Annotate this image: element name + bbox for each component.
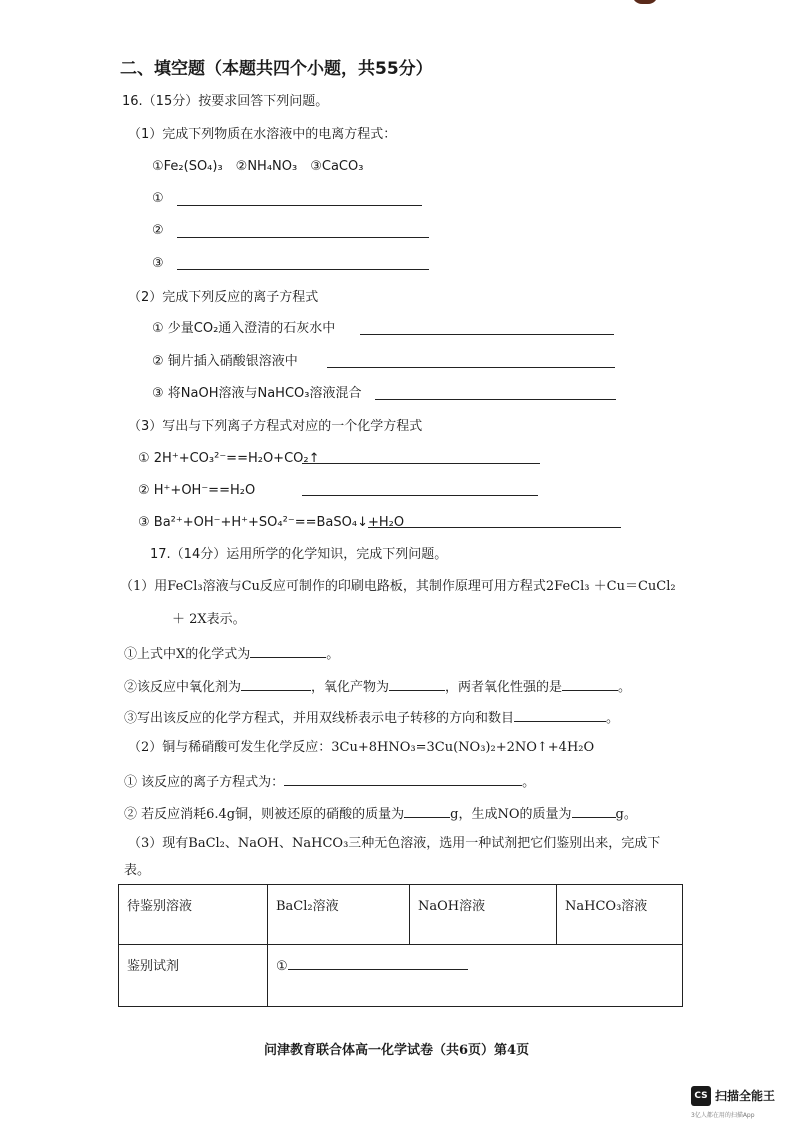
table-cell: NaOH溶液 bbox=[410, 885, 557, 945]
q16-p1-blank3-label: ③ bbox=[152, 256, 164, 271]
q17-p1-sub3-blank[interactable] bbox=[514, 707, 606, 722]
q17-p2-sub2 bbox=[124, 803, 637, 824]
q17-p2-sub2-text-a: ② 若反应消耗6.4g铜，则被还原的硝酸的质量为 bbox=[124, 807, 405, 822]
q17-p2-ionic-equation-blank[interactable] bbox=[284, 771, 522, 786]
q16-p2-item2: ② 铜片插入硝酸银溶液中 bbox=[152, 354, 298, 369]
q17-p3-line1: （3）现有BaCl₂、NaOH、NaHCO₃三种无色溶液，选用一种试剂把它们鉴别出来，完成下 bbox=[128, 836, 661, 851]
table-cell: NaHCO₃溶液 bbox=[557, 885, 683, 945]
q17-p2-sub2-text-b: g，生成NO的质量为 bbox=[450, 807, 572, 822]
q16-p1-blank1-label: ① bbox=[152, 191, 164, 206]
q16-p1-stem: （1）完成下列物质在水溶液中的电离方程式： bbox=[128, 127, 397, 142]
watermark-name: 扫描全能王 bbox=[715, 1089, 776, 1103]
q16-p1-blank2-label: ② bbox=[152, 223, 164, 238]
q16-p1-answer-line-3[interactable] bbox=[177, 269, 429, 270]
table-cell: 待鉴别溶液 bbox=[119, 885, 268, 945]
table-row bbox=[119, 885, 683, 945]
q17-p1-sub3-end: 。 bbox=[606, 711, 620, 726]
q16-p3-item3: ③ Ba²⁺+OH⁻+H⁺+SO₄²⁻==BaSO₄↓+H₂O bbox=[138, 515, 405, 530]
q17-p1-stronger-blank[interactable] bbox=[562, 676, 618, 691]
q16-p2-item1: ① 少量CO₂通入澄清的石灰水中 bbox=[152, 321, 336, 336]
q16-p3-answer-line-2[interactable] bbox=[302, 495, 538, 496]
q17-p1-sub2-text-d: 。 bbox=[618, 680, 632, 695]
q17-p1-line1: （1）用FeCl₃溶液与Cu反应可制作的印刷电路板，其制作原理可用方程式2FeCl₃ ＋Cu＝CuCl₂ bbox=[120, 579, 676, 594]
reagent-answer-blank[interactable] bbox=[288, 955, 468, 970]
q17-p1-sub3-text: ③写出该反应的化学方程式，并用双线桥表示电子转移的方向和数目 bbox=[124, 711, 515, 726]
q16-p2-item3: ③ 将NaOH溶液与NaHCO₃溶液混合 bbox=[152, 386, 362, 401]
q17-p1-sub2-text-a: ②该反应中氧化剂为 bbox=[124, 680, 242, 695]
q16-p3-item1: ① 2H⁺+CO₃²⁻==H₂O+CO₂↑ bbox=[138, 451, 320, 466]
q16-p3-stem: （3）写出与下列离子方程式对应的一个化学方程式 bbox=[128, 419, 423, 434]
q17-p2-sub1-end: 。 bbox=[522, 775, 536, 790]
q17-p3-line2: 表。 bbox=[124, 863, 151, 878]
camscanner-logo-icon: CS bbox=[691, 1086, 711, 1106]
corner-mark bbox=[632, 0, 658, 4]
q17-p1-oxidant-blank[interactable] bbox=[241, 676, 311, 691]
q16-p2-answer-line-1[interactable] bbox=[360, 334, 614, 335]
watermark-subtitle: 3亿人都在用的扫描App bbox=[691, 1112, 755, 1119]
page-footer: 问津教育联合体高一化学试卷（共6页）第4页 bbox=[264, 1043, 530, 1058]
q17-p1-sub3 bbox=[124, 707, 619, 728]
q17-p1-sub1-end: 。 bbox=[326, 647, 340, 662]
q17-stem: 17.（14分）运用所学的化学知识，完成下列问题。 bbox=[150, 547, 448, 562]
table-cell: BaCl₂溶液 bbox=[268, 885, 410, 945]
q16-p3-answer-line-3[interactable] bbox=[368, 527, 621, 528]
q16-p1-answer-line-2[interactable] bbox=[177, 237, 429, 238]
q16-p2-answer-line-2[interactable] bbox=[327, 367, 615, 368]
q17-p2-sub2-text-c: g。 bbox=[615, 807, 637, 822]
q17-p1-sub2-text-c: ，两者氧化性强的是 bbox=[445, 680, 563, 695]
reagent-answer-cell[interactable] bbox=[268, 945, 683, 1007]
table-cell: 鉴别试剂 bbox=[119, 945, 268, 1007]
q16-p2-stem: （2）完成下列反应的离子方程式 bbox=[128, 290, 319, 305]
q17-p2-reduced-hno3-blank[interactable] bbox=[404, 803, 450, 818]
q17-p1-sub2 bbox=[124, 676, 631, 697]
q16-p1-answer-line-1[interactable] bbox=[177, 205, 422, 206]
q17-p1-sub2-text-b: ，氧化产物为 bbox=[311, 680, 390, 695]
q16-p3-item2: ② H⁺+OH⁻==H₂O bbox=[138, 483, 256, 498]
scanner-watermark bbox=[691, 1084, 795, 1126]
q17-p1-line2: ＋ 2X表示。 bbox=[172, 612, 246, 627]
q16-p2-answer-line-3[interactable] bbox=[375, 399, 616, 400]
q16-stem: 16.（15分）按要求回答下列问题。 bbox=[122, 94, 329, 109]
q17-p2-sub1 bbox=[124, 771, 535, 792]
q17-p1-oxidation-product-blank[interactable] bbox=[389, 676, 445, 691]
q16-p1-items: ①Fe₂(SO₄)₃ ②NH₄NO₃ ③CaCO₃ bbox=[152, 159, 364, 174]
q17-p1-sub1-blank[interactable] bbox=[250, 643, 326, 658]
q17-p2-no-mass-blank[interactable] bbox=[572, 803, 616, 818]
q17-p2-sub1-text: ① 该反应的离子方程式为： bbox=[124, 775, 285, 790]
q17-p1-sub1 bbox=[124, 643, 339, 664]
q17-p2-stem: （2）铜与稀硝酸可发生化学反应：3Cu+8HNO₃=3Cu(NO₃)₂+2NO↑+4H₂O bbox=[128, 740, 595, 755]
section-title: 二、填空题（本题共四个小题，共55分） bbox=[120, 59, 433, 79]
q16-p3-answer-line-1[interactable] bbox=[302, 463, 540, 464]
reagent-mark: ① bbox=[276, 959, 288, 974]
q17-p1-sub1-text: ①上式中X的化学式为 bbox=[124, 647, 251, 662]
table-row bbox=[119, 945, 683, 1007]
identification-table bbox=[118, 884, 683, 1007]
